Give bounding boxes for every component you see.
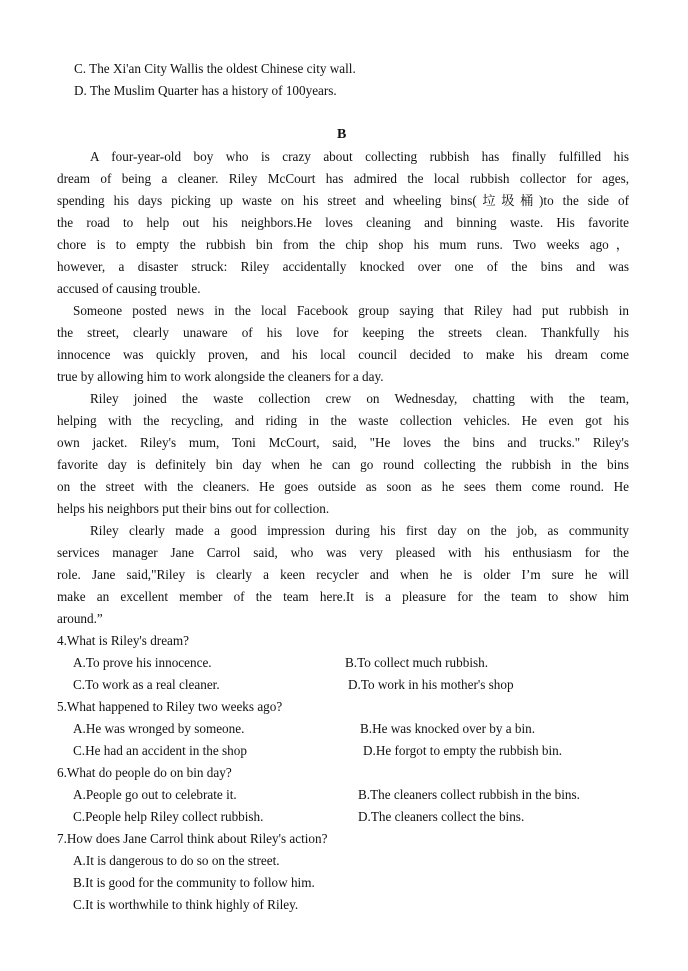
passage-line: favorite day is definitely bin day when he can go round collecting the rubbish in the bins bbox=[57, 457, 629, 472]
passage-line: helps his neighbors put their bins out for collection. bbox=[57, 501, 330, 516]
option-b: B.To collect much rubbish. bbox=[345, 655, 489, 670]
option-d: D.The cleaners collect the bins. bbox=[358, 809, 525, 824]
passage-line: dream of being a cleaner. Riley McCourt has admired the local rubbish collector for ages, bbox=[57, 171, 629, 186]
passage-line: the road to help out his neighbors.He loves cleaning and binning waste. His favorite bbox=[57, 215, 629, 230]
passage-line: the street, clearly unaware of his love for keeping the streets clean. Thankfully his bbox=[57, 325, 629, 340]
section-title: B bbox=[337, 127, 347, 142]
passage-line: true by allowing him to work alongside the cleaners for a day. bbox=[57, 369, 384, 384]
option-c: C.People help Riley collect rubbish. bbox=[73, 809, 264, 824]
passage-line: innocence was quickly proven, and his local council decided to make his dream come bbox=[57, 347, 629, 362]
passage-line: around.” bbox=[57, 611, 103, 626]
question-stem: 5.What happened to Riley two weeks ago? bbox=[57, 699, 283, 714]
passage-line: make an excellent member of the team here.It is a pleasure for the team to show him bbox=[57, 589, 629, 604]
passage-line: own jacket. Riley's mum, Toni McCourt, said, "He loves the bins and trucks." Riley's bbox=[57, 435, 629, 450]
passage-line: spending his days picking up waste on his street and wheeling bins(垃圾桶)to the side of bbox=[57, 193, 629, 208]
passage-line: however, a disaster struck: Riley accidentally knocked over one of the bins and was bbox=[57, 259, 629, 274]
passage-line: services manager Jane Carrol said, who was very pleased with his enthusiasm for the bbox=[57, 545, 629, 560]
option-d: D.To work in his mother's shop bbox=[348, 677, 514, 692]
option-c: C.It is worthwhile to think highly of Riley. bbox=[73, 897, 299, 912]
prev-option-c: C. The Xi'an City Wallis the oldest Chinese city wall. bbox=[74, 61, 356, 76]
option-c: C.He had an accident in the shop bbox=[73, 743, 247, 758]
passage-line: Riley joined the waste collection crew on Wednesday, chatting with the team, bbox=[90, 391, 629, 406]
question-stem: 6.What do people do on bin day? bbox=[57, 765, 232, 780]
passage-line: accused of causing trouble. bbox=[57, 281, 201, 296]
option-d: D.He forgot to empty the rubbish bin. bbox=[363, 743, 563, 758]
option-a: A.He was wronged by someone. bbox=[73, 721, 245, 736]
passage-line: role. Jane said,"Riley is clearly a keen recycler and when he is older I’m sure he will bbox=[57, 567, 629, 582]
passage-line: helping with the recycling, and riding in the waste collection vehicles. He even got his bbox=[57, 413, 629, 428]
option-a: A.To prove his innocence. bbox=[73, 655, 212, 670]
passage-line: Someone posted news in the local Facebook group saying that Riley had put rubbish in bbox=[73, 303, 629, 318]
option-b: B.He was knocked over by a bin. bbox=[360, 721, 536, 736]
option-b: B.The cleaners collect rubbish in the bins. bbox=[358, 787, 580, 802]
option-a: A.It is dangerous to do so on the street. bbox=[73, 853, 280, 868]
option-b: B.It is good for the community to follow him. bbox=[73, 875, 315, 890]
prev-option-d: D. The Muslim Quarter has a history of 100years. bbox=[74, 83, 337, 98]
question-stem: 7.How does Jane Carrol think about Riley's action? bbox=[57, 831, 328, 846]
passage-line: A four-year-old boy who is crazy about collecting rubbish has finally fulfilled his bbox=[90, 149, 629, 164]
option-c: C.To work as a real cleaner. bbox=[73, 677, 220, 692]
passage-line: chore is to empty the rubbish bin from the chip shop his mum runs. Two weeks ago， bbox=[57, 237, 629, 252]
question-stem: 4.What is Riley's dream? bbox=[57, 633, 190, 648]
passage-line: on the street with the cleaners. He goes outside as soon as he sees them come round. He bbox=[57, 479, 629, 494]
option-a: A.People go out to celebrate it. bbox=[73, 787, 237, 802]
passage-line: Riley clearly made a good impression during his first day on the job, as community bbox=[90, 523, 629, 538]
